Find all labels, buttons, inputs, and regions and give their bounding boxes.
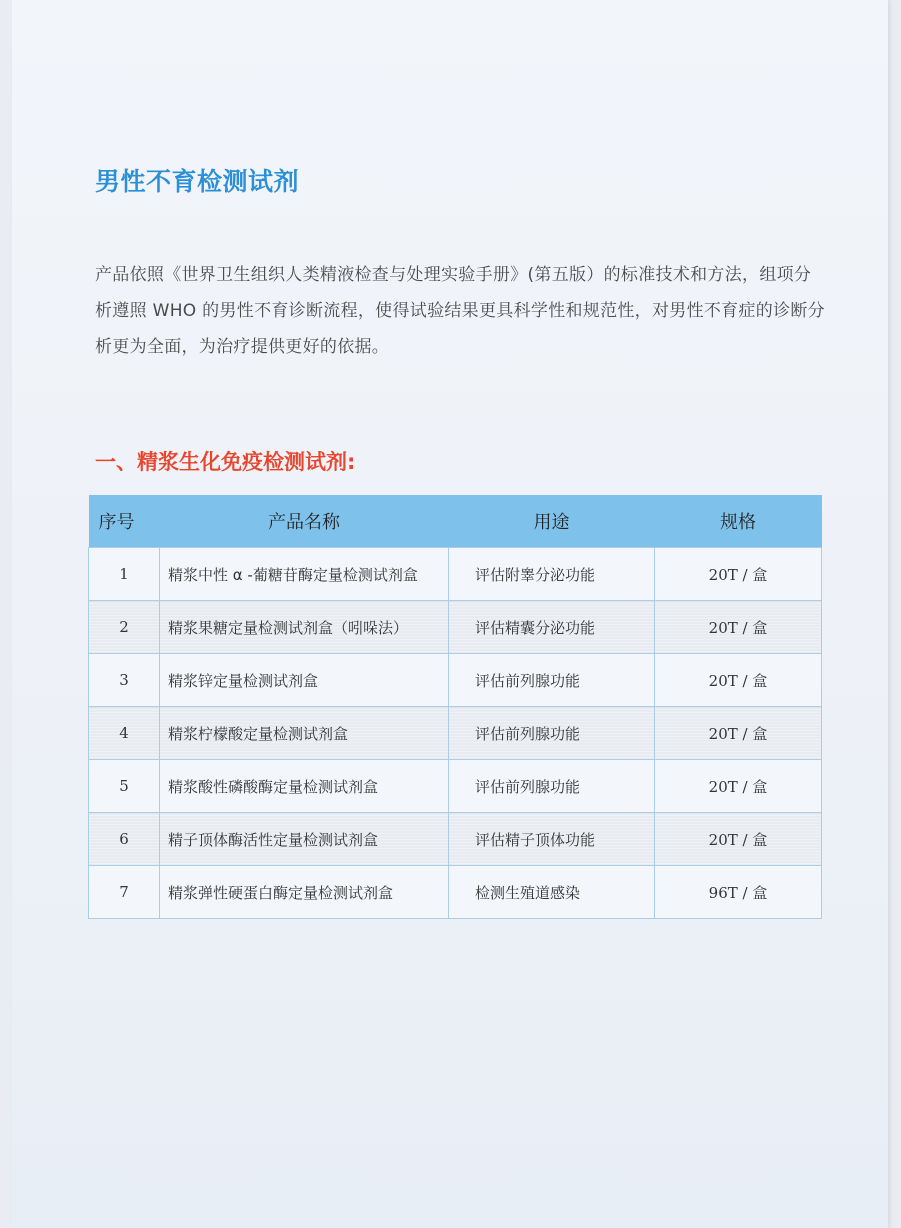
- cell-number: 2: [89, 601, 160, 654]
- table-row: [89, 548, 822, 601]
- cell-use: 评估前列腺功能: [449, 654, 655, 707]
- cell-spec: 20T / 盒: [655, 654, 822, 707]
- cell-use: 评估附睾分泌功能: [449, 548, 655, 601]
- cell-product-name: 精浆果糖定量检测试剂盒（吲哚法）: [160, 601, 449, 654]
- header-number: 序号: [89, 495, 160, 548]
- cell-number: 1: [89, 548, 160, 601]
- cell-use: 评估精囊分泌功能: [449, 601, 655, 654]
- product-table: [88, 495, 822, 919]
- cell-product-name: 精浆中性 α -葡糖苷酶定量检测试剂盒: [160, 548, 449, 601]
- header-product-name: 产品名称: [160, 495, 449, 548]
- header-use: 用途: [449, 495, 655, 548]
- table-row: [89, 760, 822, 813]
- cell-number: 3: [89, 654, 160, 707]
- cell-product-name: 精浆锌定量检测试剂盒: [160, 654, 449, 707]
- cell-spec: 20T / 盒: [655, 548, 822, 601]
- table-row: [89, 813, 822, 866]
- table-row: [89, 866, 822, 919]
- cell-spec: 20T / 盒: [655, 813, 822, 866]
- cell-spec: 20T / 盒: [655, 707, 822, 760]
- cell-number: 6: [89, 813, 160, 866]
- cell-spec: 20T / 盒: [655, 760, 822, 813]
- document-page: [12, 0, 888, 1228]
- cell-product-name: 精浆酸性磷酸酶定量检测试剂盒: [160, 760, 449, 813]
- table-row: [89, 707, 822, 760]
- cell-spec: 20T / 盒: [655, 601, 822, 654]
- cell-product-name: 精浆柠檬酸定量检测试剂盒: [160, 707, 449, 760]
- cell-number: 5: [89, 760, 160, 813]
- section-title: 一、精浆生化免疫检测试剂:: [95, 450, 356, 474]
- cell-use: 评估前列腺功能: [449, 707, 655, 760]
- cell-spec: 96T / 盒: [655, 866, 822, 919]
- cell-number: 4: [89, 707, 160, 760]
- cell-product-name: 精子顶体酶活性定量检测试剂盒: [160, 813, 449, 866]
- table-row: [89, 601, 822, 654]
- cell-product-name: 精浆弹性硬蛋白酶定量检测试剂盒: [160, 866, 449, 919]
- intro-paragraph: 产品依照《世界卫生组织人类精液检查与处理实验手册》(第五版）的标准技术和方法，组项分析遵照 WHO 的男性不育诊断流程，使得试验结果更具科学性和规范性，对男性不育症的诊断分析更为全面，为治疗提供更好的依据。: [95, 265, 825, 357]
- cell-use: 评估精子顶体功能: [449, 813, 655, 866]
- page-title: 男性不育检测试剂: [95, 167, 300, 196]
- cell-number: 7: [89, 866, 160, 919]
- table-header-row: [89, 495, 822, 548]
- cell-use: 检测生殖道感染: [449, 866, 655, 919]
- header-spec: 规格: [655, 495, 822, 548]
- cell-use: 评估前列腺功能: [449, 760, 655, 813]
- table-row: [89, 654, 822, 707]
